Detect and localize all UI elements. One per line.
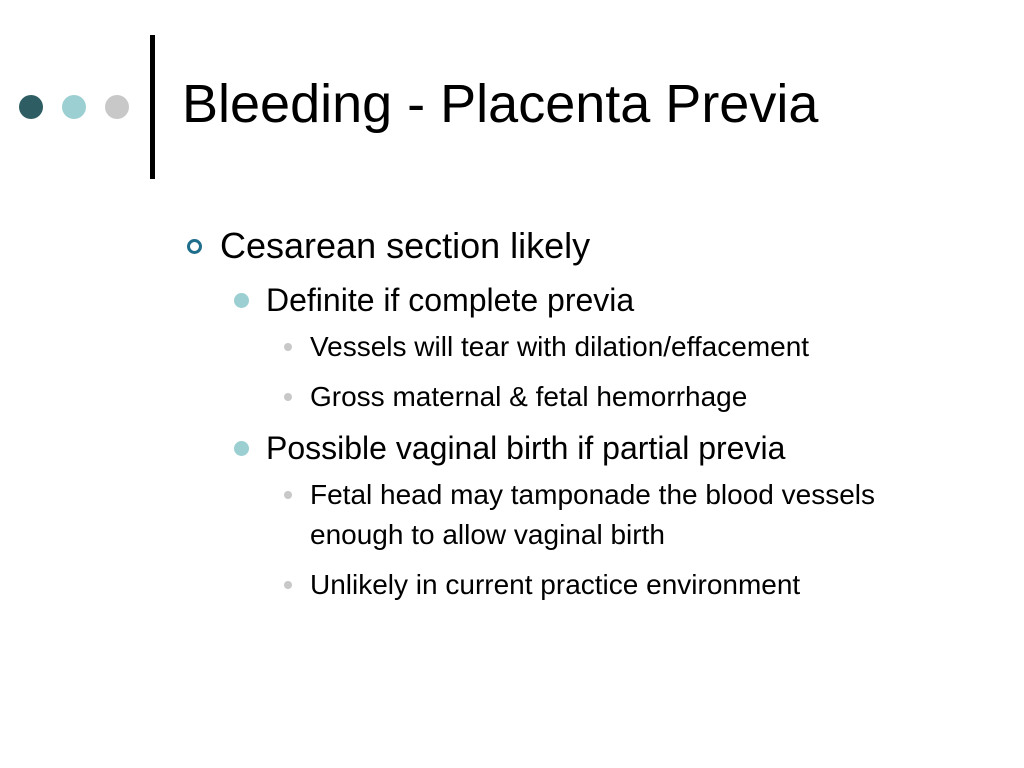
title-divider [150,35,155,179]
ring-bullet-icon [187,239,202,254]
bullet-item-level3 [184,565,984,605]
dot-bullet-icon [234,293,249,308]
bullet-text: Unlikely in current practice environment [310,569,801,600]
bullet-text: Vessels will tear with dilation/effacement [310,331,810,362]
slide-title: Bleeding - Placenta Previa [182,74,819,134]
small-dot-bullet-icon [284,581,292,589]
bullet-item-level1 [184,222,984,270]
decorative-dot-dark [19,95,43,119]
bullet-text: Cesarean section likely [220,225,591,266]
bullet-text: Definite if complete previa [266,282,635,318]
bullet-item-level3 [184,377,984,417]
bullet-item-level3 [184,475,984,555]
small-dot-bullet-icon [284,343,292,351]
bullet-text: Fetal head may tamponade the blood vessels enough to allow vaginal birth [310,479,876,550]
decorative-dot-gray [105,95,129,119]
bullet-list [184,222,984,615]
bullet-text: Gross maternal & fetal hemorrhage [310,381,748,412]
dot-bullet-icon [234,441,249,456]
bullet-text: Possible vaginal birth if partial previa [266,430,786,466]
bullet-item-level2 [184,279,984,321]
decorative-dot-teal [62,95,86,119]
small-dot-bullet-icon [284,393,292,401]
bullet-item-level3 [184,327,984,367]
small-dot-bullet-icon [284,491,292,499]
bullet-item-level2 [184,427,984,469]
